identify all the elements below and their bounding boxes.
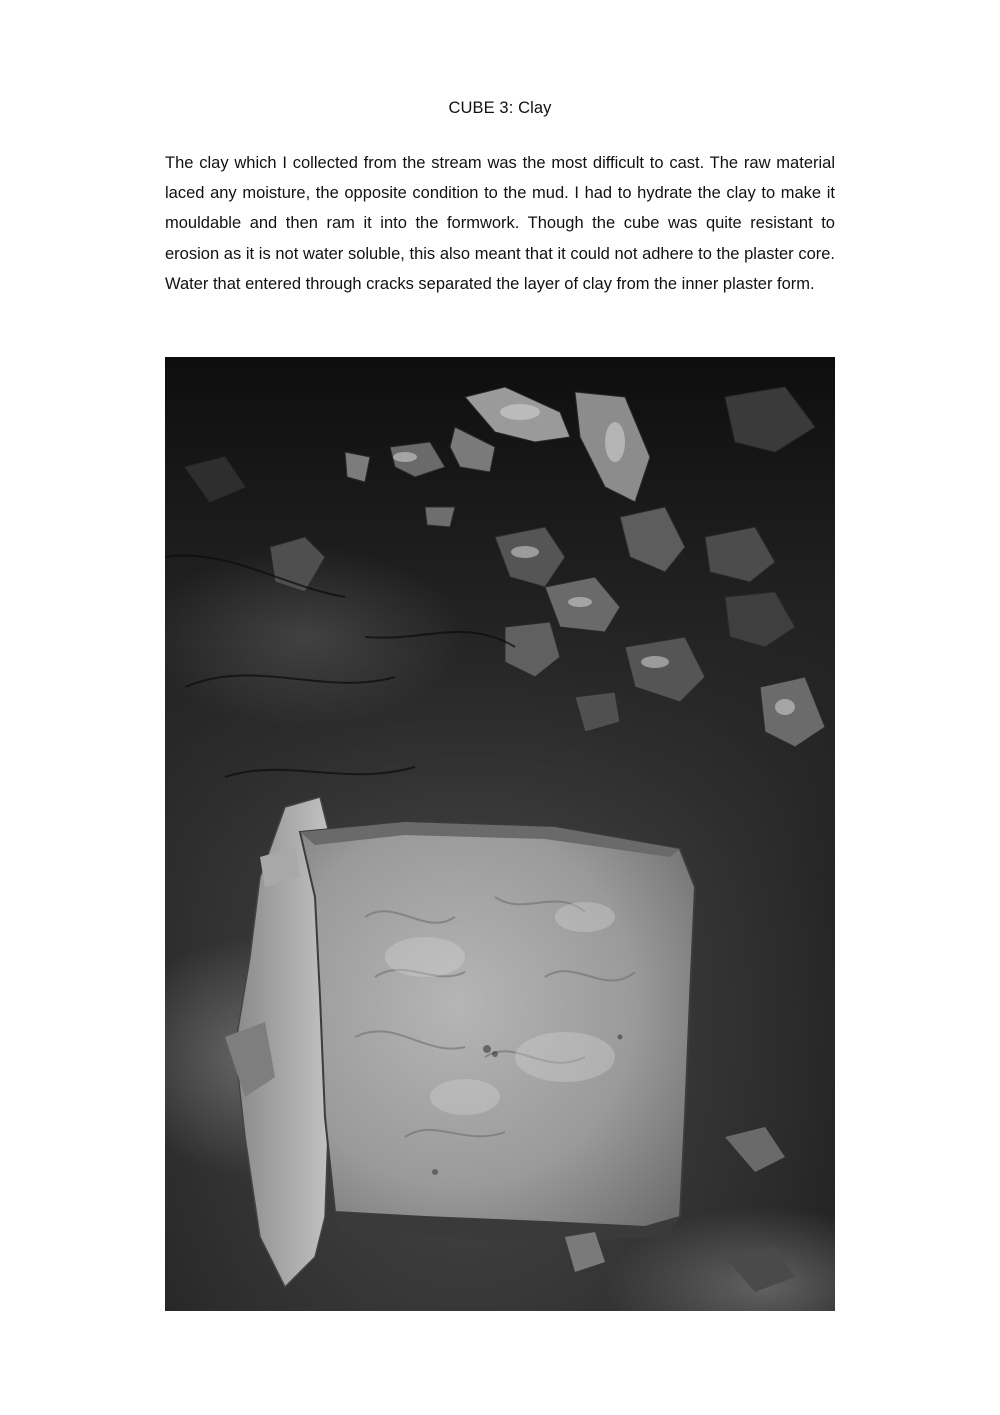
clay-cube-photo bbox=[165, 357, 835, 1311]
body-paragraph: The clay which I collected from the stream was the most difficult to cast. The raw material laced any moisture, the opposite condition to the mud. I had to hydrate the clay to make it mouldable and then ram it into the formwork. Though the cube was quite resistant to erosion as it is not water soluble, this also meant that it could not adhere to the plaster core. Water that entered through cracks separated the layer of clay from the inner plaster form. bbox=[165, 154, 835, 293]
clay-cube-photo-illustration bbox=[165, 357, 835, 1311]
page-title: CUBE 3: Clay bbox=[448, 99, 552, 117]
